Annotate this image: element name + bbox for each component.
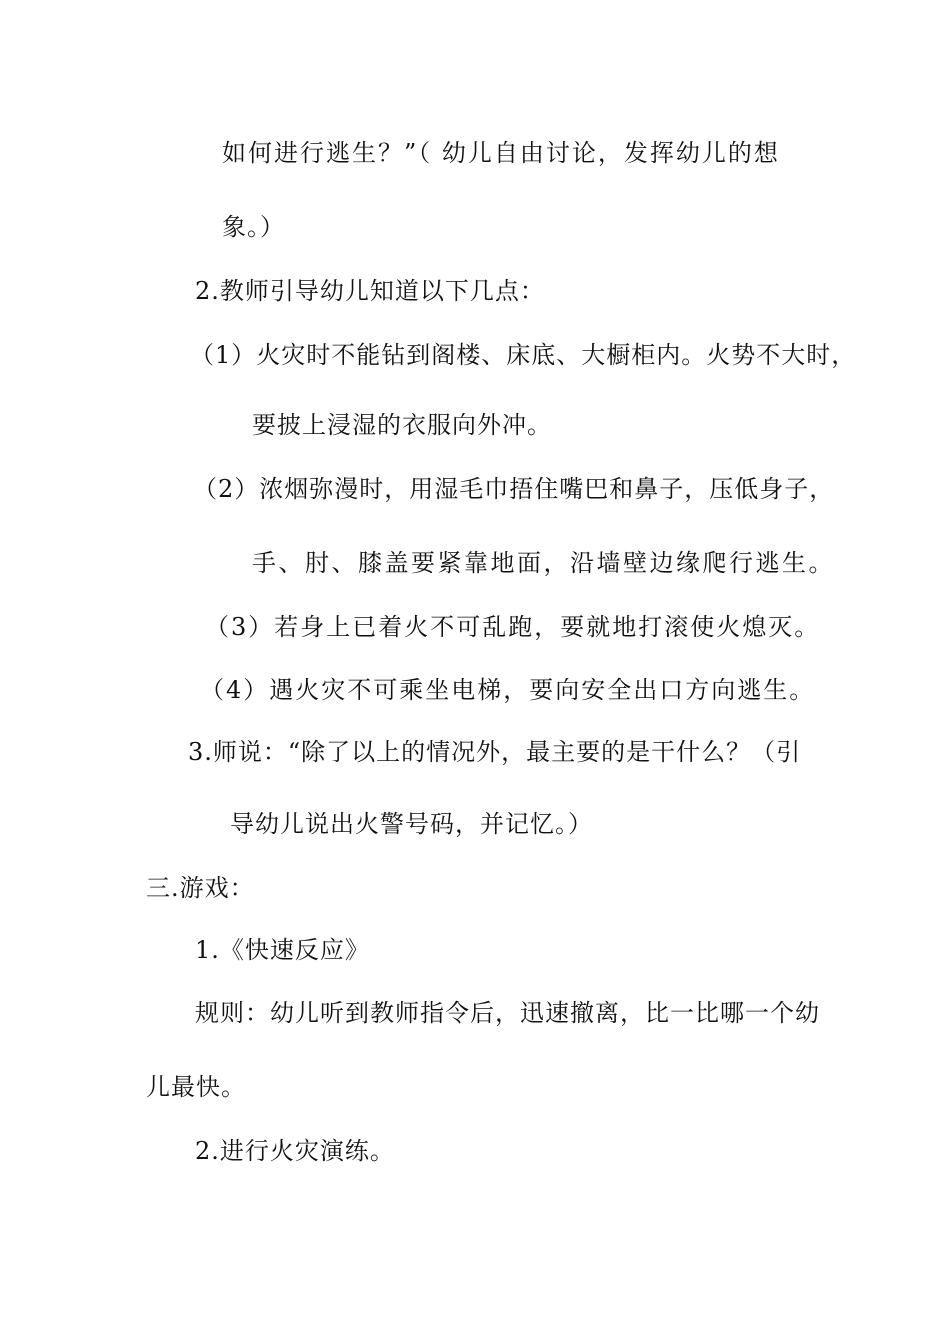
list-item-1-continued: 要披上浸湿的衣服向外冲。 [252,411,552,439]
game-rules-continued: 儿最快。 [146,1073,246,1101]
list-item-2: （2）浓烟弥漫时，用湿毛巾捂住嘴巴和鼻子，压低身子， [193,475,835,503]
game-item-1-title: 1.《快速反应》 [195,936,370,964]
paragraph-line-escape-question: 如何进行逃生？”（ 幼儿自由讨论，发挥幼儿的想 [222,139,780,167]
heading-step-2: 2.教师引导幼儿知道以下几点： [195,277,545,305]
step-3-continued: 导幼儿说出火警号码，并记忆。） [230,810,593,838]
section-heading-game: 三.游戏： [146,874,255,902]
game-item-2: 2.进行火灾演练。 [195,1137,395,1165]
heading-step-3: 3.师说：“除了以上的情况外，最主要的是干什么？（引 [188,738,802,766]
list-item-1: （1）火灾时不能钻到阁楼、床底、大橱柜内。火势不大时， [190,341,857,369]
list-item-3: （3）若身上已着火不可乱跑，要就地打滚使火熄灭。 [205,613,821,641]
list-item-4: （4）遇火灾不可乘坐电梯，要向安全出口方向逃生。 [200,676,816,704]
list-item-2-continued: 手、肘、膝盖要紧靠地面，沿墙壁边缘爬行逃生。 [252,549,835,577]
paragraph-line-imagination-end: 象。） [222,213,285,241]
game-rules: 规则：幼儿听到教师指令后，迅速撤离，比一比哪一个幼 [195,999,820,1027]
